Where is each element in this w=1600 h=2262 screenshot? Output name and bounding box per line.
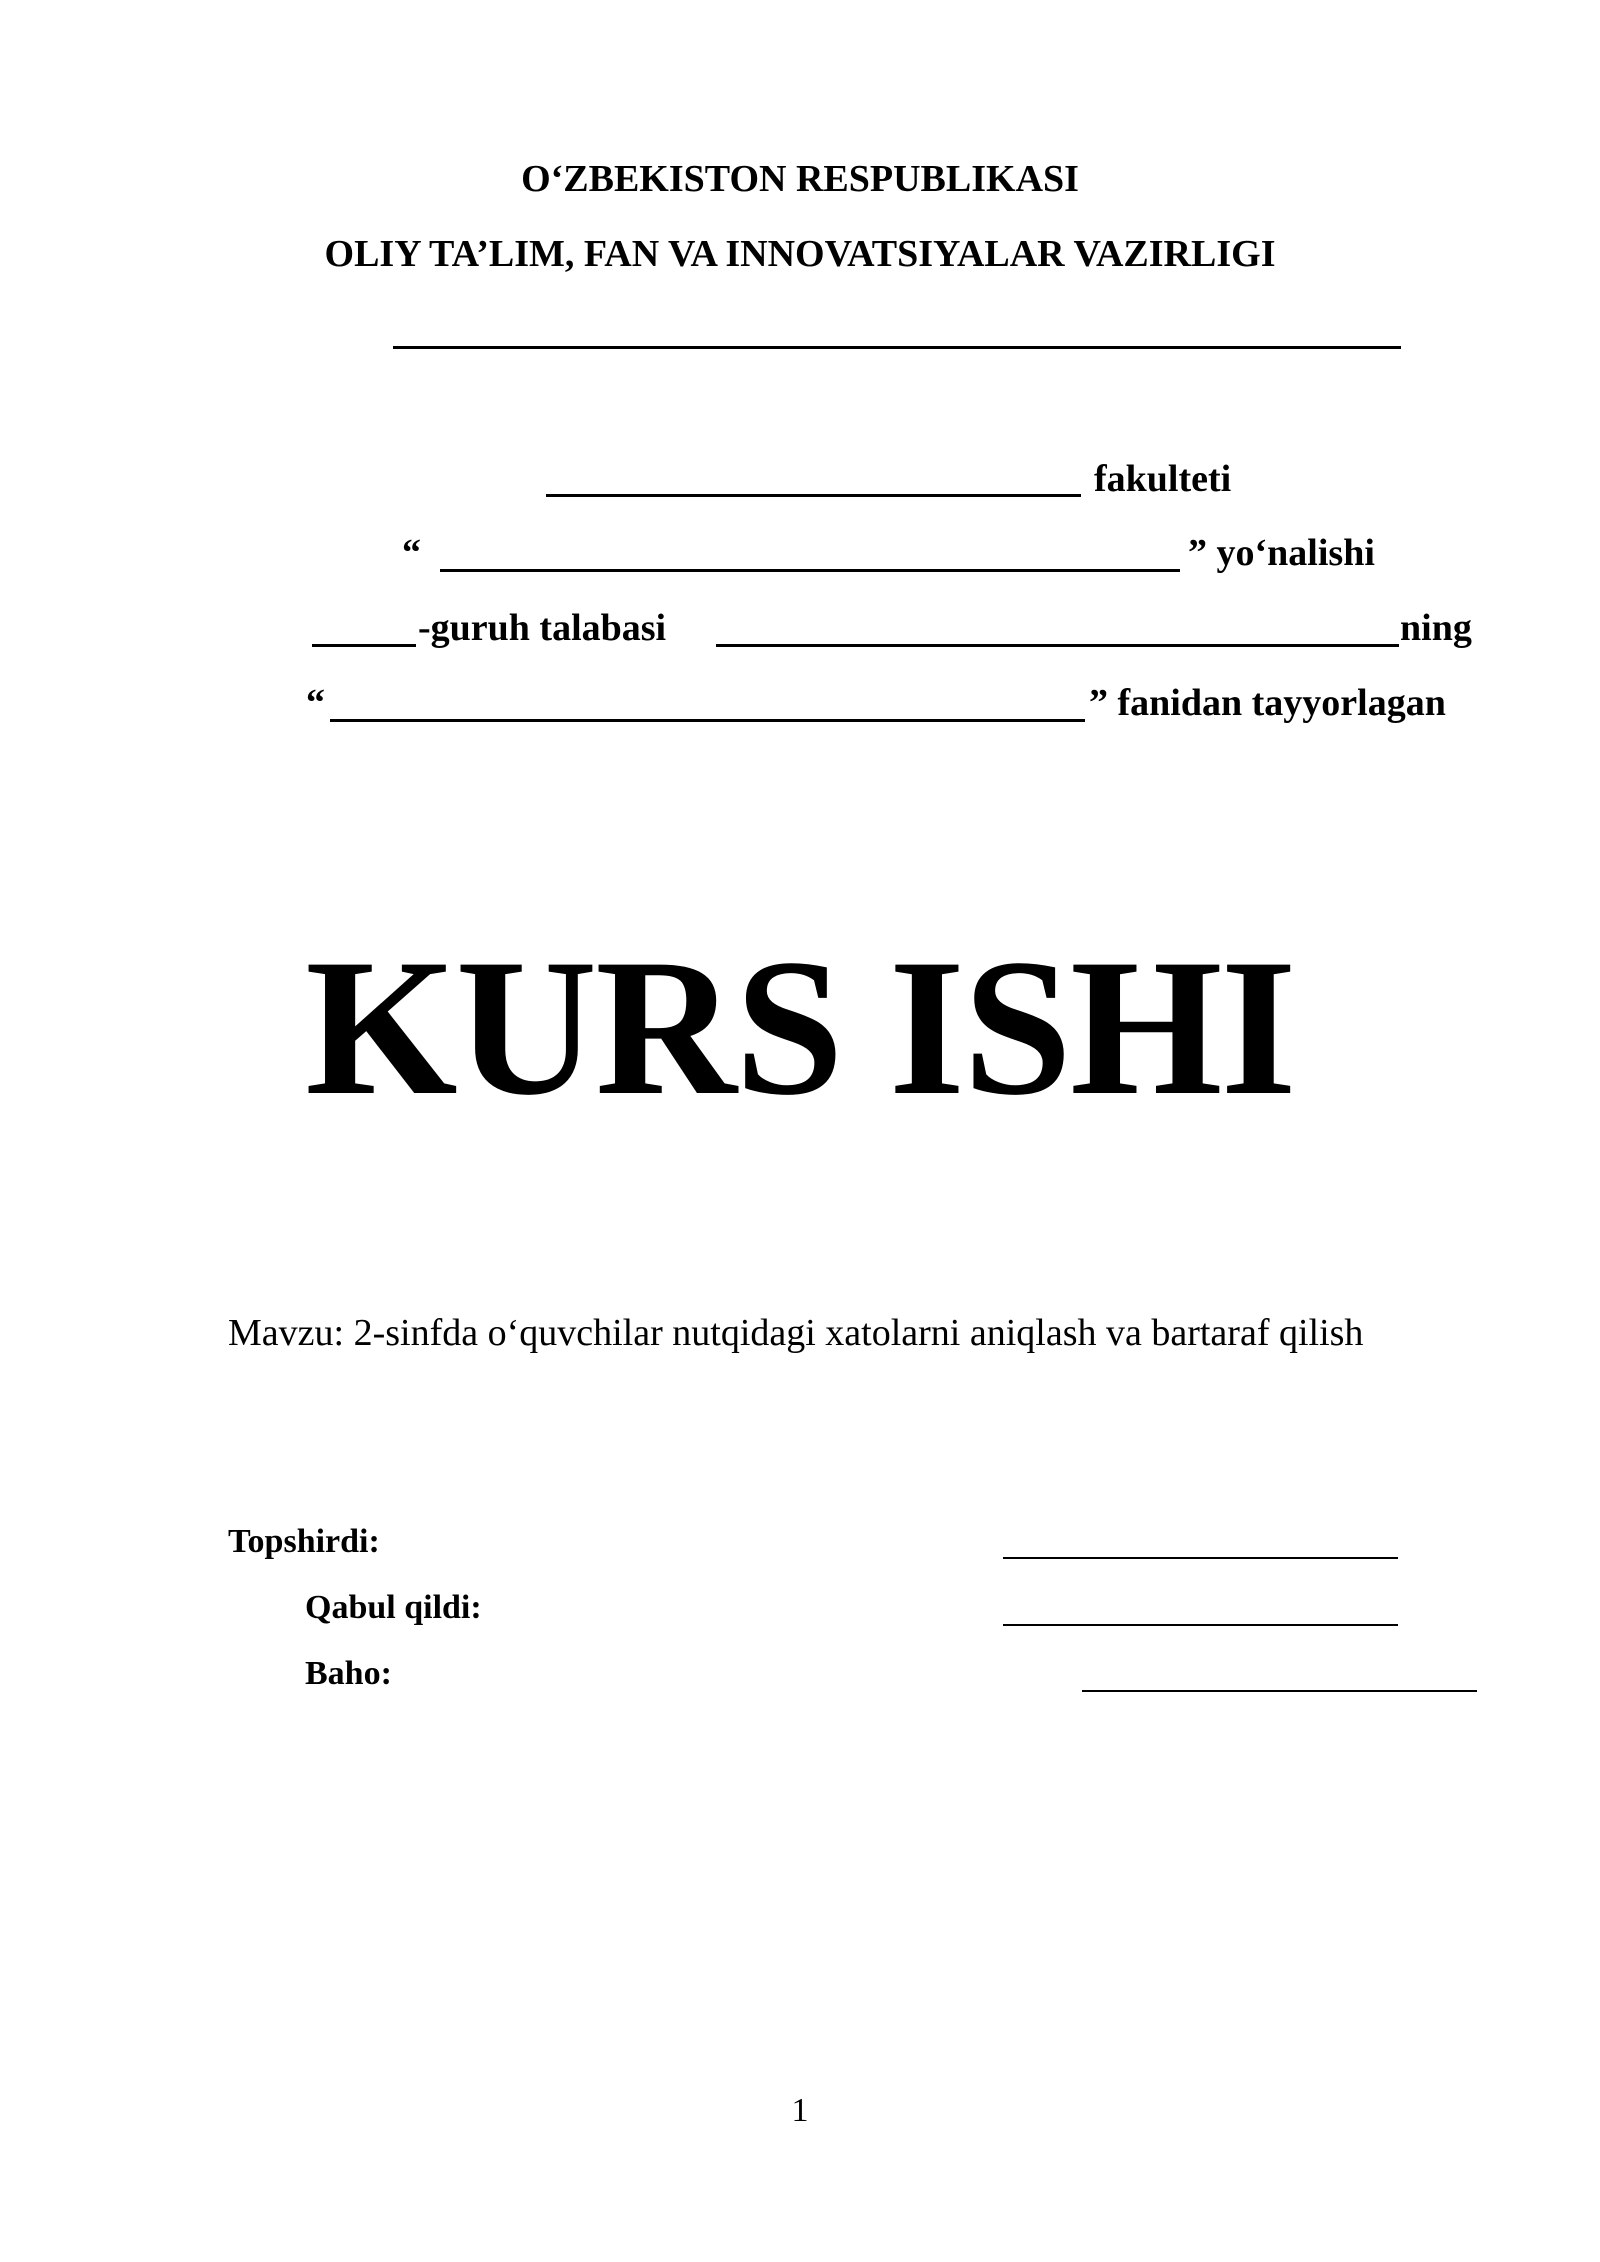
document-title: KURS ISHI	[305, 919, 1295, 1136]
ministry-country-heading: O‘ZBEKISTON RESPUBLIKASI	[521, 158, 1079, 200]
group-blank-line	[312, 644, 416, 647]
submitted-blank-line	[1003, 1557, 1398, 1559]
subject-blank-line	[330, 719, 1085, 722]
grade-blank-line	[1082, 1690, 1477, 1692]
accepted-blank-line	[1003, 1624, 1398, 1626]
direction-blank-line	[440, 569, 1180, 572]
direction-open-quote: “	[402, 532, 421, 574]
student-possessive-label: ning	[1400, 607, 1472, 649]
direction-label: ” yo‘nalishi	[1188, 532, 1375, 574]
grade-label: Baho:	[305, 1655, 392, 1692]
ministry-name-heading: OLIY TA’LIM, FAN VA INNOVATSIYALAR VAZIRLIGI	[324, 233, 1276, 275]
subject-label: ” fanidan tayyorlagan	[1089, 682, 1446, 724]
student-name-blank-line	[716, 644, 1399, 647]
topic-text: Mavzu: 2-sinfda o‘quvchilar nutqidagi xatolarni aniqlash va bartaraf qilish	[228, 1312, 1364, 1354]
subject-open-quote: “	[306, 682, 325, 724]
institution-blank-line	[393, 346, 1401, 349]
accepted-label: Qabul qildi:	[305, 1589, 482, 1626]
page-number: 1	[791, 2092, 809, 2129]
faculty-label: fakulteti	[1094, 458, 1232, 500]
group-label: -guruh talabasi	[418, 607, 667, 649]
faculty-blank-line	[546, 494, 1081, 497]
submitted-label: Topshirdi:	[228, 1523, 380, 1560]
